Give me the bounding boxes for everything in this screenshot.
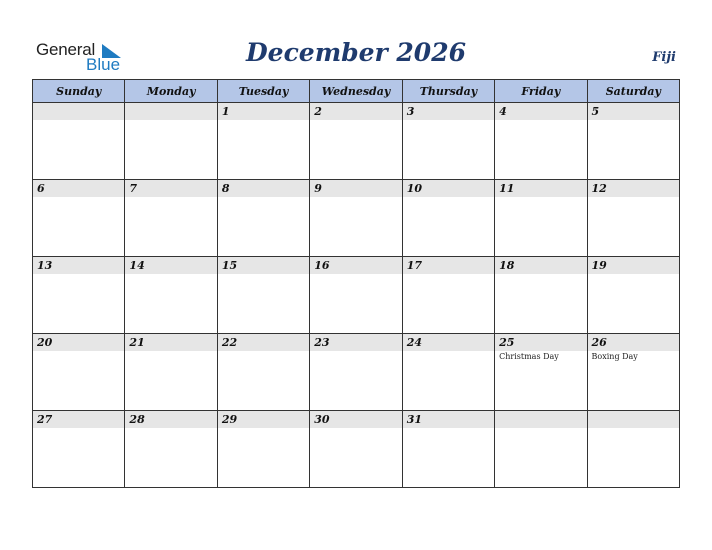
day-number: 22 [218,334,309,351]
day-number [125,103,216,120]
day-cell [217,334,309,411]
week-row [33,180,680,257]
weekday-header-row [33,80,680,103]
day-cell [402,257,494,334]
day-cell [495,257,587,334]
week-row [33,257,680,334]
day-number: 27 [33,411,124,428]
weekday-header: Sunday [33,80,125,103]
day-number: 28 [125,411,216,428]
week-row [33,103,680,180]
day-number [588,411,679,428]
day-number: 20 [33,334,124,351]
day-number: 21 [125,334,216,351]
day-number: 15 [218,257,309,274]
weekday-header: Friday [495,80,587,103]
day-number: 13 [33,257,124,274]
day-cell [310,411,402,488]
day-cell [33,411,125,488]
day-number: 25 [495,334,586,351]
day-number: 18 [495,257,586,274]
day-cell [310,257,402,334]
day-cell [587,334,679,411]
day-number: 24 [403,334,494,351]
day-number: 4 [495,103,586,120]
day-number: 14 [125,257,216,274]
week-row [33,411,680,488]
weekday-header: Wednesday [310,80,402,103]
day-number: 8 [218,180,309,197]
week-row [33,334,680,411]
day-cell [125,180,217,257]
day-cell [495,411,587,488]
day-cell [217,411,309,488]
day-cell [587,257,679,334]
day-cell [587,103,679,180]
day-number: 11 [495,180,586,197]
day-cell [310,103,402,180]
day-cell [310,334,402,411]
day-number: 9 [310,180,401,197]
day-cell [125,257,217,334]
day-cell [125,334,217,411]
day-number: 30 [310,411,401,428]
day-cell [587,180,679,257]
day-cell [402,411,494,488]
country-label: Fiji [652,50,676,65]
calendar-title: December 2026 [245,38,466,67]
day-number: 5 [588,103,679,120]
day-cell [587,411,679,488]
day-cell [495,334,587,411]
day-cell [217,180,309,257]
day-cell [402,180,494,257]
weekday-header: Thursday [402,80,494,103]
day-cell [495,180,587,257]
logo-text-general: General [36,40,96,59]
day-cell [33,257,125,334]
day-number: 29 [218,411,309,428]
day-cell [217,103,309,180]
day-number: 6 [33,180,124,197]
day-number [33,103,124,120]
day-number: 10 [403,180,494,197]
day-number: 26 [588,334,679,351]
calendar-grid [32,79,680,488]
day-number [495,411,586,428]
day-cell [402,103,494,180]
day-number: 2 [310,103,401,120]
day-number: 19 [588,257,679,274]
logo-text-blue: Blue [86,55,121,74]
day-cell [125,411,217,488]
day-number: 12 [588,180,679,197]
day-number: 31 [403,411,494,428]
day-number: 7 [125,180,216,197]
day-cell [217,257,309,334]
weekday-header: Monday [125,80,217,103]
holiday-label: Christmas Day [499,352,559,361]
holiday-label: Boxing Day [591,352,638,361]
day-number: 17 [403,257,494,274]
day-cell [33,103,125,180]
day-number: 1 [218,103,309,120]
day-cell [310,180,402,257]
day-cell [33,334,125,411]
day-cell [402,334,494,411]
day-cell [495,103,587,180]
weekday-header: Tuesday [217,80,309,103]
weekday-header: Saturday [587,80,679,103]
day-cell [33,180,125,257]
day-cell [125,103,217,180]
day-number: 16 [310,257,401,274]
day-number: 23 [310,334,401,351]
day-number: 3 [403,103,494,120]
